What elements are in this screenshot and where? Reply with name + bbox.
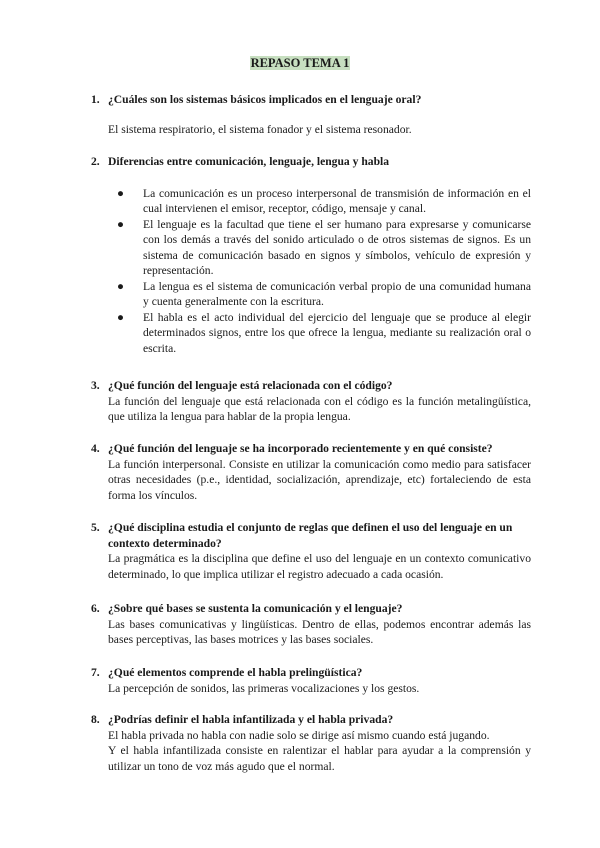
question-text: ¿Sobre qué bases se sustenta la comunicación y el lenguaje? [108, 602, 403, 615]
bullet-icon: ● [117, 186, 125, 200]
question-number: 7. [91, 666, 100, 679]
question-number: 1. [91, 93, 100, 106]
answer-text-continued: Y el habla infantilizada consiste en ralentizar el hablar para ayudar a la comprensión y utilizar un tono de voz más agudo que el normal. [108, 744, 531, 773]
list-item: ● El lenguaje es la facultad que tiene el ser humano para expresarse y comunicarse con los demás a través del sonido articulado o de otros sistemas de signos. Es un sistema de comunicación basado en signos y símbolos, vehículo de expresión y representación. [117, 217, 531, 277]
bullet-icon: ● [117, 217, 125, 231]
question-text: ¿Qué disciplina estudia el conjunto de reglas que definen el uso del lenguaje en un contexto determinado? [108, 521, 513, 550]
answer-text: El sistema respiratorio, el sistema fonador y el sistema resonador. [108, 122, 412, 136]
answer-text: La función interpersonal. Consiste en utilizar la comunicación como medio para satisfacer otras necesidades (p.e., identidad, socialización, aprendizaje, etc) fortaleciendo de esta forma los vínculos. [108, 457, 531, 502]
question-1 [91, 92, 531, 137]
question-number: 4. [91, 442, 100, 455]
page-title [0, 55, 600, 71]
question-number: 6. [91, 602, 100, 615]
answer-text: La función del lenguaje que está relacionada con el código es la función metalingüística, que utiliza la lengua para hablar de la propia lengua. [108, 394, 531, 423]
question-number: 2. [91, 155, 100, 168]
question-text: Diferencias entre comunicación, lenguaje, lengua y habla [108, 155, 390, 168]
question-3 [91, 378, 531, 425]
list-item: ● La comunicación es un proceso interpersonal de transmisión de información en el cual intervienen el emisor, receptor, código, mensaje y canal. [117, 186, 531, 215]
page-title-text: REPASO TEMA 1 [250, 56, 350, 70]
answer-text: El habla privada no habla con nadie solo se dirige así mismo cuando está jugando. [108, 728, 490, 742]
question-text: ¿Podrías definir el habla infantilizada y el habla privada? [108, 713, 394, 726]
list-item: ● La lengua es el sistema de comunicación verbal propio de una comunidad humana y cuenta generalmente con la escritura. [117, 279, 531, 308]
list-item: ● El habla es el acto individual del ejercicio del lenguaje que se produce al elegir determinados signos, entre los que ofrece la lengua, mediante su realización oral o escrita. [117, 310, 531, 355]
question-text: ¿Qué función del lenguaje se ha incorporado recientemente y en qué consiste? [108, 442, 493, 455]
question-5 [91, 520, 531, 582]
question-text: ¿Qué función del lenguaje está relacionada con el código? [108, 379, 393, 392]
question-6 [91, 601, 531, 648]
question-8 [91, 712, 531, 774]
question-2 [91, 154, 531, 356]
answer-text: La pragmática es la disciplina que define el uso del lenguaje en un contexto comunicativo determinado, lo que implica utilizar el registro adecuado a cada ocasión. [108, 552, 531, 581]
answer-text: La percepción de sonidos, las primeras vocalizaciones y los gestos. [108, 681, 420, 695]
question-number: 8. [91, 713, 100, 726]
bullet-icon: ● [117, 310, 125, 324]
bullet-icon: ● [117, 279, 125, 293]
question-7 [91, 665, 531, 696]
question-number: 5. [91, 521, 100, 534]
question-number: 3. [91, 379, 100, 392]
bullet-list [91, 186, 531, 357]
question-4 [91, 441, 531, 503]
question-text: ¿Qué elementos comprende el habla prelingüística? [108, 666, 363, 679]
answer-text: Las bases comunicativas y lingüísticas. Dentro de ellas, podemos encontrar además las bases perceptivas, las bases motrices y las bases sociales. [108, 617, 531, 646]
question-text: ¿Cuáles son los sistemas básicos implicados en el lenguaje oral? [108, 93, 422, 106]
